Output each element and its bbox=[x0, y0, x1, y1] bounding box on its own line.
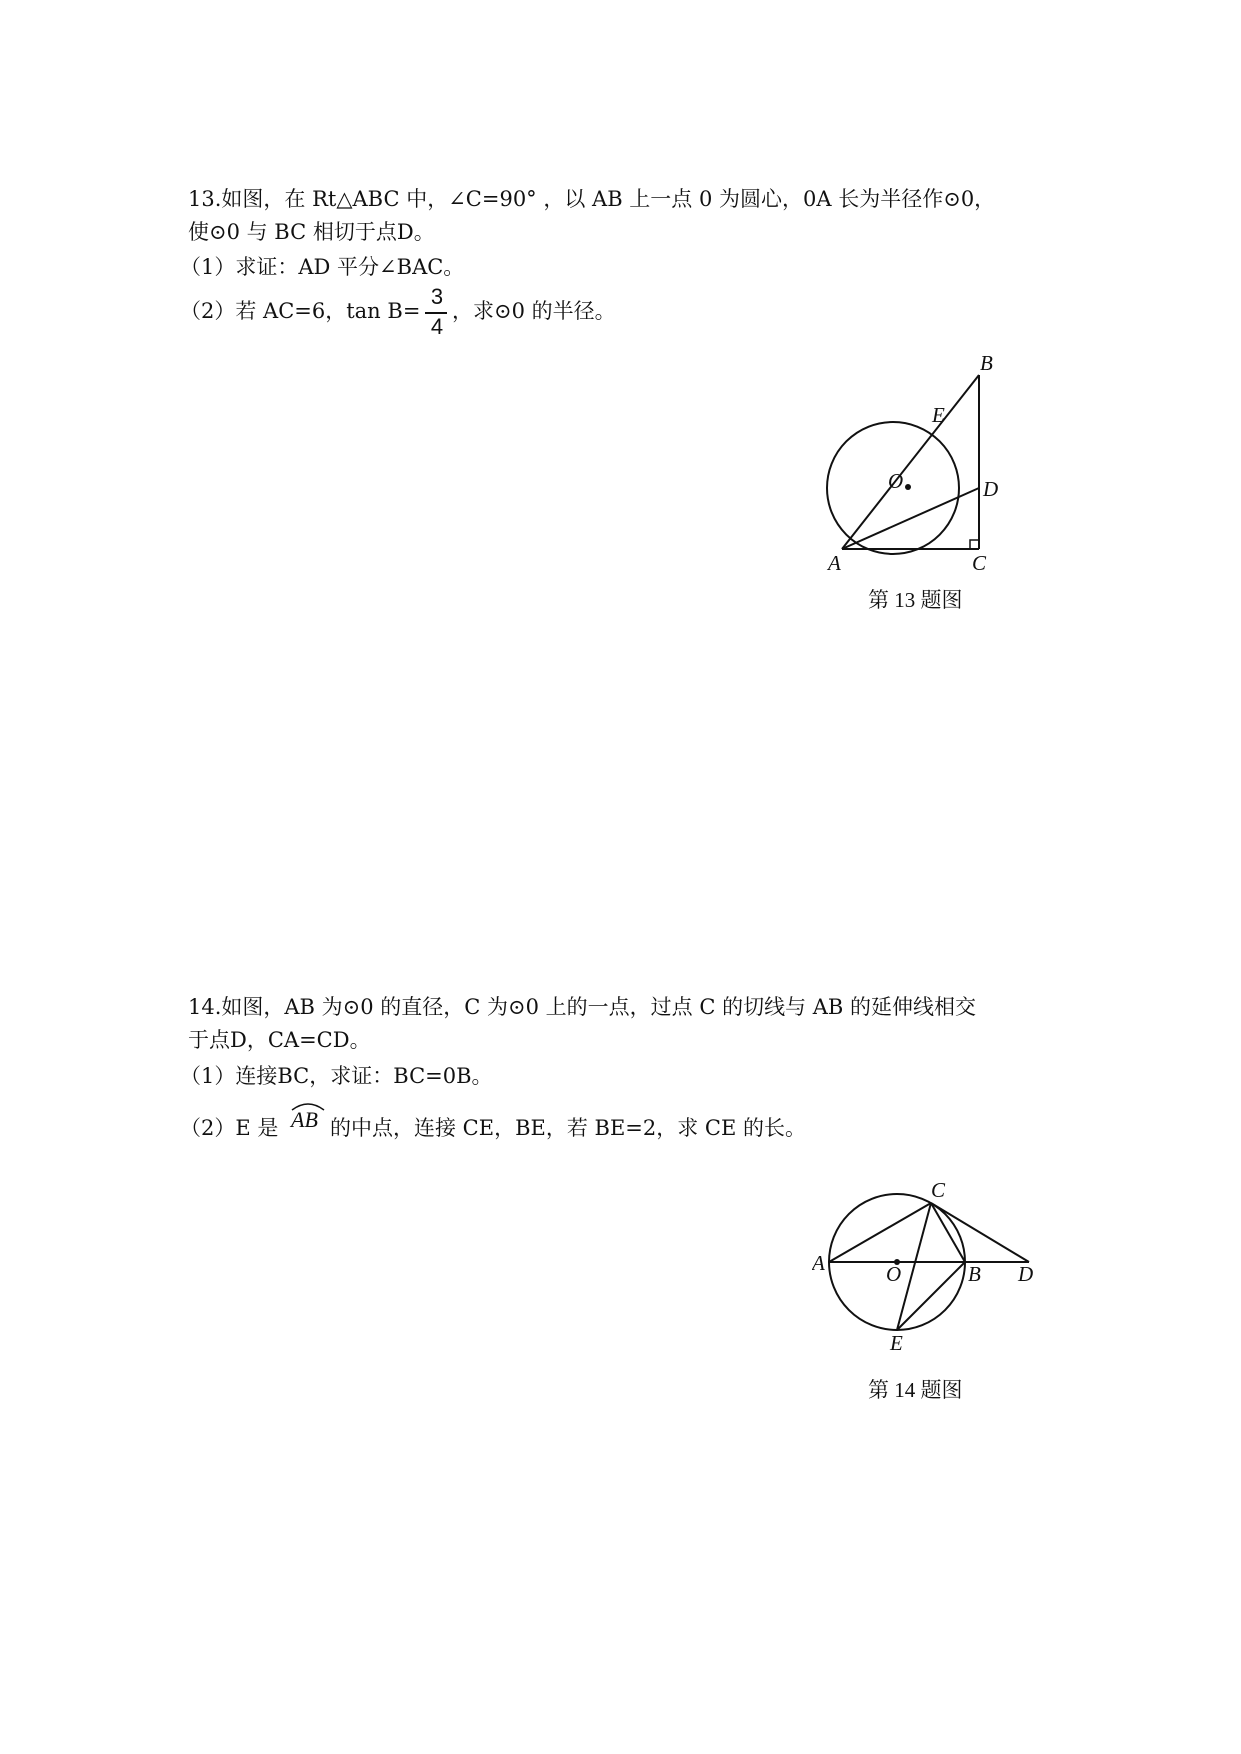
q14-segment-cb bbox=[931, 1203, 965, 1262]
fraction-numerator: 3 bbox=[430, 284, 444, 309]
q13-part2-suffix: ，求⊙0 的半径。 bbox=[452, 299, 616, 323]
q13-segment-ad bbox=[842, 488, 979, 549]
q13-segment-ab bbox=[842, 375, 979, 549]
q14-label-a: A bbox=[812, 1251, 825, 1275]
q13-figure bbox=[820, 345, 1010, 625]
q13-caption: 第 13 题图 bbox=[868, 588, 963, 612]
q14-label-d: D bbox=[1018, 1262, 1034, 1286]
q14-line1: 14.如图，AB 为⊙0 的直径，C 为⊙0 上的一点，过点 C 的切线与 AB 的延伸线相交 bbox=[188, 995, 977, 1019]
q14-label-o: O bbox=[886, 1262, 902, 1286]
q14-label-c: C bbox=[931, 1178, 946, 1202]
q14-segment-ce bbox=[897, 1203, 931, 1330]
right-angle-mark bbox=[970, 540, 979, 549]
q13-label-e: E bbox=[932, 403, 945, 427]
fraction-denominator: 4 bbox=[430, 314, 444, 339]
q14-part2-suffix: 的中点，连接 CE，BE，若 BE=2，求 CE 的长。 bbox=[330, 1116, 806, 1140]
q13-line2: 使⊙0 与 BC 相切于点D。 bbox=[188, 220, 435, 244]
q13-label-d: D bbox=[983, 477, 999, 501]
q14-figure bbox=[812, 1175, 1062, 1415]
q14-line2: 于点D，CA=CD。 bbox=[188, 1028, 371, 1052]
q14-segment-cd bbox=[931, 1203, 1029, 1262]
q13-label-a: A bbox=[828, 551, 841, 575]
q13-label-b: B bbox=[980, 351, 993, 375]
q14-caption: 第 14 题图 bbox=[868, 1378, 963, 1402]
q13-label-o: O bbox=[888, 469, 904, 493]
q14-part1: （1）连接BC，求证：BC=0B。 bbox=[180, 1064, 493, 1088]
q14-part2-prefix: （2）E 是 bbox=[180, 1116, 279, 1140]
q13-center-dot bbox=[905, 484, 911, 490]
q14-label-e: E bbox=[890, 1331, 903, 1355]
q14-segment-ac bbox=[829, 1203, 931, 1262]
q13-part2-prefix: （2）若 AC=6，tan B= bbox=[180, 299, 421, 323]
q13-label-c: C bbox=[972, 551, 987, 575]
arc-ab-label: AB bbox=[291, 1107, 318, 1132]
q14-label-b: B bbox=[968, 1262, 981, 1286]
q13-line1: 13.如图，在 Rt△ABC 中，∠C=90° ，以 AB 上一点 0 为圆心，0A 长为半径作⊙0， bbox=[188, 187, 996, 211]
q13-part1: （1）求证：AD 平分∠BAC。 bbox=[180, 255, 465, 279]
